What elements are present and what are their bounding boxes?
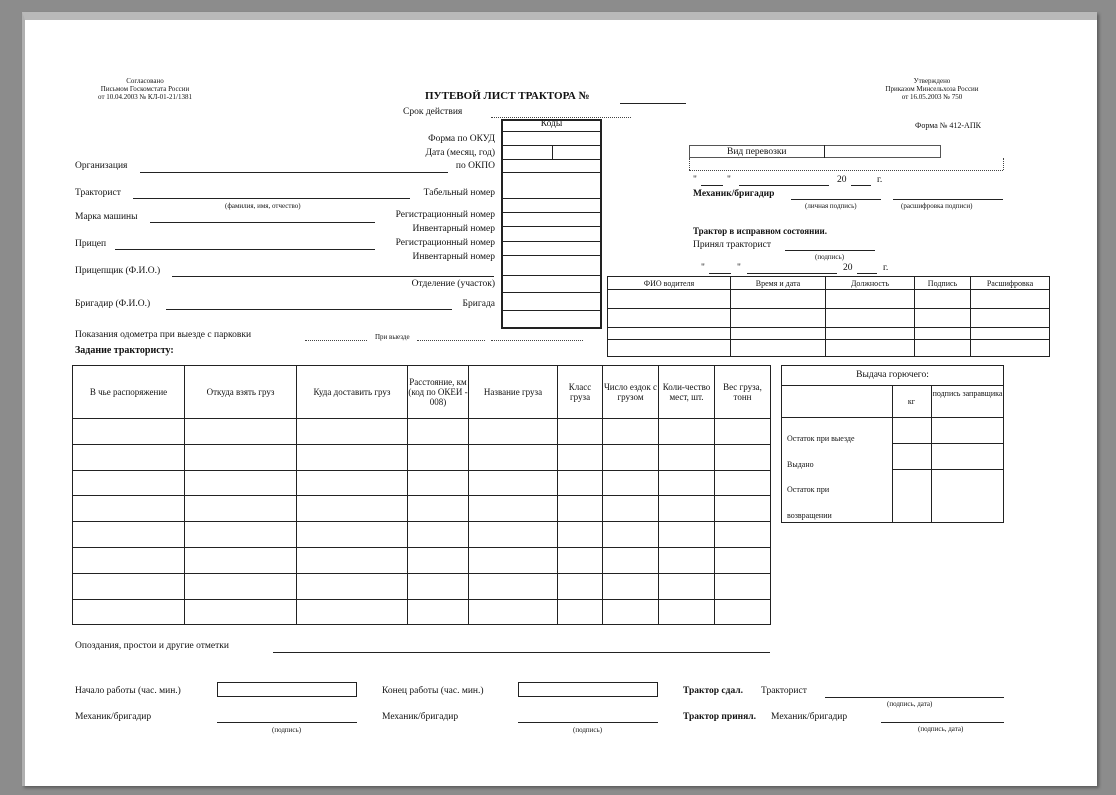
task-title: Задание трактористу: bbox=[75, 345, 174, 356]
task-cell[interactable] bbox=[715, 547, 771, 573]
task-header-recipient: В чье распоряжение bbox=[73, 366, 185, 419]
driver-cell[interactable] bbox=[731, 309, 826, 328]
driver-cell[interactable] bbox=[915, 340, 971, 357]
mechanic-label: Механик/бригадир bbox=[693, 189, 775, 199]
driver-cell[interactable] bbox=[971, 290, 1050, 309]
date2-quote-open: " bbox=[701, 263, 705, 273]
inv-number-label: Инвентарный номер bbox=[412, 224, 495, 234]
fio-note: (фамилия, имя, отчество) bbox=[225, 202, 301, 210]
mechanic-decode-line[interactable] bbox=[893, 199, 1003, 200]
machine-label: Марка машины bbox=[75, 212, 138, 222]
day-line[interactable] bbox=[701, 185, 723, 186]
task-cell[interactable] bbox=[469, 522, 558, 548]
task-cell[interactable] bbox=[73, 444, 185, 470]
delays-label: Опоздания, простои и другие отметки bbox=[75, 641, 229, 651]
task-cell[interactable] bbox=[408, 547, 469, 573]
tractorist-label: Тракторист bbox=[75, 188, 121, 198]
accepted-line[interactable] bbox=[881, 722, 1004, 723]
task-cell[interactable] bbox=[659, 573, 715, 599]
task-cell[interactable] bbox=[73, 599, 185, 625]
signature-decoding-note: (расшифровка подписи) bbox=[901, 202, 973, 210]
mechanic-left-sign-note: (подпись) bbox=[272, 726, 302, 734]
brigadier-label: Бригадир (Ф.И.О.) bbox=[75, 299, 151, 309]
task-cell[interactable] bbox=[558, 599, 603, 625]
start-input[interactable] bbox=[217, 682, 357, 697]
task-header-weight: Вес груза, тонн bbox=[715, 366, 771, 419]
task-cell[interactable] bbox=[73, 470, 185, 496]
task-cell[interactable] bbox=[558, 496, 603, 522]
task-cell[interactable] bbox=[297, 599, 408, 625]
task-cell[interactable] bbox=[603, 444, 659, 470]
fuel-return-word: возвращении bbox=[787, 511, 832, 520]
odometer-label: Показания одометра при выезде с парковки bbox=[75, 330, 252, 340]
tab-number-label: Табельный номер bbox=[423, 188, 495, 198]
trailer-label: Прицеп bbox=[75, 239, 107, 249]
year2-prefix: 20 bbox=[843, 263, 853, 273]
fuel-issued: Выдано bbox=[787, 460, 814, 469]
handed-over-line[interactable] bbox=[825, 697, 1004, 698]
fuel-signature: подпись заправщика bbox=[932, 389, 1003, 398]
transport-type-label: Вид перевозки bbox=[727, 147, 787, 157]
tractor-ok-label: Трактор в исправном состоянии. bbox=[693, 226, 827, 236]
task-header-cargo-class: Класс груза bbox=[558, 366, 603, 419]
odometer-exit-line[interactable] bbox=[417, 340, 485, 341]
task-cell[interactable] bbox=[297, 522, 408, 548]
task-cell[interactable] bbox=[73, 419, 185, 445]
mechanic-mid-sign-note: (подпись) bbox=[573, 726, 603, 734]
task-cell[interactable] bbox=[659, 444, 715, 470]
task-cell[interactable] bbox=[185, 599, 297, 625]
day2-line[interactable] bbox=[709, 273, 731, 274]
task-cell[interactable] bbox=[469, 599, 558, 625]
task-cell[interactable] bbox=[297, 547, 408, 573]
driver-cell[interactable] bbox=[608, 290, 731, 309]
task-header-trips: Число ездок с грузом bbox=[603, 366, 659, 419]
signature-note: (подпись) bbox=[815, 253, 845, 261]
task-cell[interactable] bbox=[73, 522, 185, 548]
handed-sign-date-note: (подпись, дата) bbox=[887, 700, 933, 708]
driver-header-time: Время и дата bbox=[731, 277, 826, 290]
odometer-line[interactable] bbox=[305, 340, 367, 341]
task-header-from: Откуда взять груз bbox=[185, 366, 297, 419]
driver-cell[interactable] bbox=[608, 340, 731, 357]
organization-line[interactable] bbox=[140, 172, 448, 173]
driver-header-decoding: Расшифровка bbox=[971, 277, 1050, 290]
task-cell[interactable] bbox=[185, 444, 297, 470]
fuel-remaining-return: Остаток при bbox=[787, 485, 830, 494]
task-cell[interactable] bbox=[408, 419, 469, 445]
start-label: Начало работы (час. мин.) bbox=[75, 686, 181, 696]
codes-header: Коды bbox=[540, 119, 563, 129]
department-label: Отделение (участок) bbox=[411, 279, 495, 289]
task-cell[interactable] bbox=[469, 444, 558, 470]
mechanic-left-label: Механик/бригадир bbox=[75, 712, 152, 722]
form-no: Форма № 412-АПК bbox=[915, 121, 981, 130]
reg-number-label: Регистрационный номер bbox=[395, 210, 495, 220]
task-cell[interactable] bbox=[408, 599, 469, 625]
accepted-sign-date-note: (подпись, дата) bbox=[918, 725, 964, 733]
task-header-to: Куда доставить груз bbox=[297, 366, 408, 419]
driver-cell[interactable] bbox=[608, 309, 731, 328]
driver-cell[interactable] bbox=[971, 340, 1050, 357]
task-cell[interactable] bbox=[603, 470, 659, 496]
task-cell[interactable] bbox=[558, 522, 603, 548]
task-cell[interactable] bbox=[603, 599, 659, 625]
task-cell[interactable] bbox=[297, 496, 408, 522]
task-cell[interactable] bbox=[659, 599, 715, 625]
task-cell[interactable] bbox=[715, 599, 771, 625]
task-cell[interactable] bbox=[408, 573, 469, 599]
task-cell[interactable] bbox=[297, 470, 408, 496]
month2-line[interactable] bbox=[747, 273, 837, 274]
task-cell[interactable] bbox=[408, 444, 469, 470]
driver-cell[interactable] bbox=[915, 328, 971, 340]
driver-cell[interactable] bbox=[971, 309, 1050, 328]
task-cell[interactable] bbox=[185, 419, 297, 445]
validity-line[interactable] bbox=[491, 117, 631, 118]
driver-table bbox=[607, 276, 1050, 357]
driver-cell[interactable] bbox=[826, 340, 915, 357]
handed-tractorist-label: Тракторист bbox=[761, 686, 807, 696]
task-cell[interactable] bbox=[297, 444, 408, 470]
year-line[interactable] bbox=[851, 185, 871, 186]
task-cell[interactable] bbox=[558, 444, 603, 470]
task-cell[interactable] bbox=[408, 522, 469, 548]
task-cell[interactable] bbox=[185, 547, 297, 573]
task-cell[interactable] bbox=[715, 444, 771, 470]
task-cell[interactable] bbox=[558, 547, 603, 573]
validity-label: Срок действия bbox=[403, 107, 463, 117]
task-cell[interactable] bbox=[185, 496, 297, 522]
date2-quote-close: " bbox=[737, 263, 741, 273]
reg-number-label-2: Регистрационный номер bbox=[395, 238, 495, 248]
accepted-by-label: Принял тракторист bbox=[693, 240, 771, 250]
odometer-exit-label: При выезде bbox=[375, 333, 410, 341]
odometer-exit-line-2[interactable] bbox=[491, 340, 583, 341]
organization-label: Организация bbox=[75, 161, 128, 171]
task-cell[interactable] bbox=[185, 573, 297, 599]
task-cell[interactable] bbox=[715, 470, 771, 496]
task-cell[interactable] bbox=[297, 419, 408, 445]
task-cell[interactable] bbox=[408, 470, 469, 496]
driver-cell[interactable] bbox=[731, 340, 826, 357]
approval-left: Согласовано Письмом Госкомстата России от 10.04.2003 № КЛ-01-21/1381 bbox=[98, 77, 192, 101]
driver-cell[interactable] bbox=[826, 290, 915, 309]
task-cell[interactable] bbox=[659, 496, 715, 522]
task-cell[interactable] bbox=[185, 522, 297, 548]
task-cell[interactable] bbox=[469, 470, 558, 496]
task-cell[interactable] bbox=[469, 496, 558, 522]
end-label: Конец работы (час. мин.) bbox=[382, 686, 484, 696]
driver-header-fio: ФИО водителя bbox=[608, 277, 731, 290]
okpo-label: по ОКПО bbox=[455, 161, 495, 171]
fuel-title: Выдача горючего: bbox=[856, 370, 929, 380]
task-cell[interactable] bbox=[558, 419, 603, 445]
fuel-remaining-exit: Остаток при выезде bbox=[787, 434, 855, 443]
task-cell[interactable] bbox=[715, 522, 771, 548]
brigade-label: Бригада bbox=[462, 299, 495, 309]
driver-cell[interactable] bbox=[826, 328, 915, 340]
accepted-mech-label: Механик/бригадир bbox=[771, 712, 848, 722]
task-cell[interactable] bbox=[469, 547, 558, 573]
task-cell[interactable] bbox=[603, 522, 659, 548]
task-cell[interactable] bbox=[73, 573, 185, 599]
task-cell[interactable] bbox=[73, 496, 185, 522]
task-cell[interactable] bbox=[659, 470, 715, 496]
inv-number-label-2: Инвентарный номер bbox=[412, 252, 495, 262]
mechanic-mid-line[interactable] bbox=[518, 722, 658, 723]
task-cell[interactable] bbox=[73, 547, 185, 573]
trailer-operator-line[interactable] bbox=[172, 276, 494, 277]
trailer-operator-label: Прицепщик (Ф.И.О.) bbox=[75, 266, 161, 276]
task-cell[interactable] bbox=[469, 419, 558, 445]
date-label: Дата (месяц, год) bbox=[425, 148, 495, 158]
driver-cell[interactable] bbox=[608, 328, 731, 340]
accepted-sign-line[interactable] bbox=[785, 250, 875, 251]
task-header-distance: Расстояние, км (код по ОКЕИ - 008) bbox=[408, 366, 469, 419]
delays-line[interactable] bbox=[273, 652, 770, 653]
machine-line[interactable] bbox=[150, 222, 375, 223]
trailer-line[interactable] bbox=[115, 249, 375, 250]
task-cell[interactable] bbox=[558, 470, 603, 496]
task-cell[interactable] bbox=[558, 573, 603, 599]
okud-label: Форма по ОКУД bbox=[428, 134, 495, 144]
driver-cell[interactable] bbox=[915, 290, 971, 309]
mechanic-left-line[interactable] bbox=[217, 722, 357, 723]
task-cell[interactable] bbox=[659, 522, 715, 548]
driver-cell[interactable] bbox=[731, 290, 826, 309]
brigadier-line[interactable] bbox=[166, 309, 452, 310]
accepted-label: Трактор принял. bbox=[683, 712, 756, 722]
driver-cell[interactable] bbox=[826, 309, 915, 328]
mechanic-sign-line[interactable] bbox=[791, 199, 881, 200]
task-cell[interactable] bbox=[603, 419, 659, 445]
year-suffix: г. bbox=[877, 175, 883, 185]
task-cell[interactable] bbox=[603, 496, 659, 522]
year2-line[interactable] bbox=[857, 273, 877, 274]
personal-signature-note: (личная подпись) bbox=[805, 202, 857, 210]
driver-cell[interactable] bbox=[971, 328, 1050, 340]
task-cell[interactable] bbox=[469, 573, 558, 599]
task-header-cargo-name: Название груза bbox=[469, 366, 558, 419]
form-number-line[interactable] bbox=[620, 103, 686, 104]
task-cell[interactable] bbox=[297, 573, 408, 599]
driver-cell[interactable] bbox=[915, 309, 971, 328]
month-line[interactable] bbox=[739, 185, 829, 186]
task-cell[interactable] bbox=[408, 496, 469, 522]
driver-header-signature: Подпись bbox=[915, 277, 971, 290]
task-header-places: Коли-чество мест, шт. bbox=[659, 366, 715, 419]
task-cell[interactable] bbox=[715, 573, 771, 599]
task-cell[interactable] bbox=[185, 470, 297, 496]
handed-over-label: Трактор сдал. bbox=[683, 686, 743, 696]
date-quote-close: " bbox=[727, 175, 731, 185]
driver-header-position: Должность bbox=[826, 277, 915, 290]
tractorist-line[interactable] bbox=[133, 198, 410, 199]
task-cell[interactable] bbox=[603, 573, 659, 599]
task-cell[interactable] bbox=[659, 419, 715, 445]
year-prefix: 20 bbox=[837, 175, 847, 185]
driver-cell[interactable] bbox=[731, 328, 826, 340]
document-page bbox=[22, 12, 1097, 786]
end-input[interactable] bbox=[518, 682, 658, 697]
fuel-kg: кг bbox=[907, 397, 916, 406]
year2-suffix: г. bbox=[883, 263, 889, 273]
task-cell[interactable] bbox=[603, 547, 659, 573]
approval-right: Утверждено Приказом Минсельхоза России от 16.05.2003 № 750 bbox=[885, 77, 979, 101]
task-cell[interactable] bbox=[659, 547, 715, 573]
mechanic-mid-label: Механик/бригадир bbox=[382, 712, 459, 722]
task-cell[interactable] bbox=[715, 419, 771, 445]
task-cell[interactable] bbox=[715, 496, 771, 522]
form-title: ПУТЕВОЙ ЛИСТ ТРАКТОРА № bbox=[425, 90, 590, 102]
date-quote-open: " bbox=[693, 175, 697, 185]
task-table bbox=[72, 365, 771, 625]
